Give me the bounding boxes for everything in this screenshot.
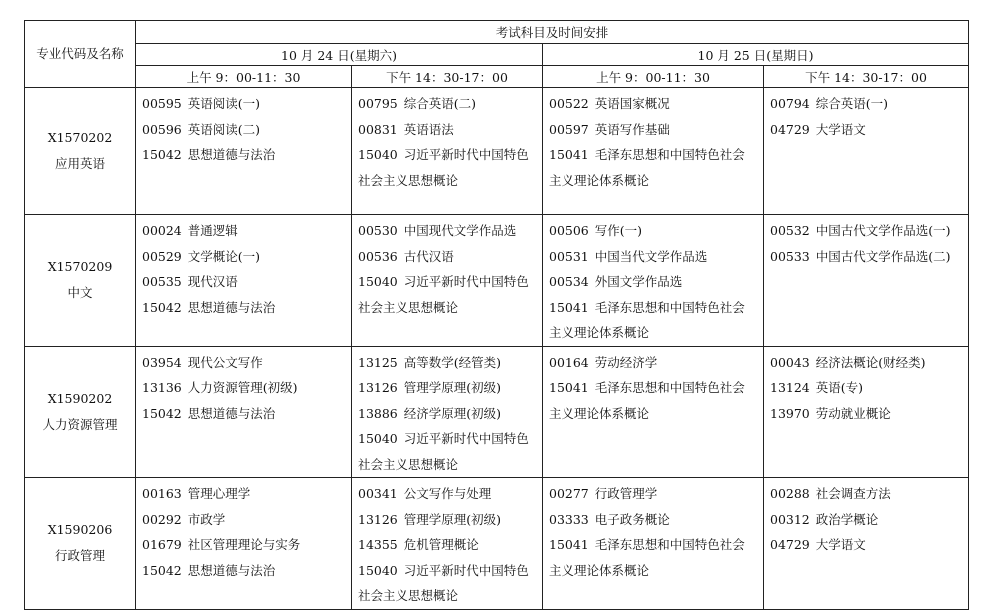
major-name: 中文 <box>67 285 93 301</box>
course-code: 00292 <box>142 511 182 527</box>
course-name: 中国现代文学作品选 <box>403 223 517 238</box>
course-name-continued: 主义理论体系概论 <box>549 325 650 340</box>
major-name: 应用英语 <box>54 156 105 171</box>
course-name-continued: 社会主义思想概论 <box>358 456 459 472</box>
course-code: 14355 <box>358 537 398 552</box>
course-name: 英语(专) <box>815 380 864 395</box>
table-row <box>25 88 969 215</box>
course-code: 00312 <box>770 511 810 527</box>
course-code: 13886 <box>358 405 398 421</box>
course-item <box>142 401 351 427</box>
course-item <box>142 558 351 584</box>
course-cell <box>352 478 543 610</box>
course-name: 外国文学作品选 <box>594 274 683 289</box>
course-item <box>142 507 351 533</box>
course-name: 危机管理概论 <box>403 537 479 552</box>
course-name: 习近平新时代中国特色 <box>403 147 529 162</box>
course-cell <box>352 88 543 215</box>
course-item <box>549 91 763 117</box>
table-row <box>25 215 969 347</box>
course-code: 00534 <box>549 274 589 289</box>
course-code: 00530 <box>358 223 398 238</box>
major-code: X1590202 <box>47 390 113 406</box>
course-name: 行政管理学 <box>594 486 658 501</box>
course-code: 00522 <box>549 96 589 111</box>
course-item <box>358 91 542 117</box>
course-code: 13124 <box>770 380 810 395</box>
major-cell <box>25 88 136 215</box>
course-item <box>142 350 351 376</box>
course-cell <box>543 215 764 347</box>
course-code: 15041 <box>549 147 589 162</box>
course-code: 01679 <box>142 537 182 552</box>
course-item <box>549 117 763 143</box>
course-code: 15040 <box>358 562 398 578</box>
course-code: 15040 <box>358 147 398 162</box>
course-item <box>549 218 763 244</box>
course-name: 中国当代文学作品选 <box>594 248 708 264</box>
course-name-continued: 主义理论体系概论 <box>549 172 650 188</box>
course-item <box>358 481 542 507</box>
course-name: 劳动就业概论 <box>815 405 891 421</box>
course-name: 管理学原理(初级) <box>403 380 502 395</box>
course-code: 00277 <box>549 486 589 501</box>
course-name: 社会调查方法 <box>815 486 891 501</box>
course-item <box>770 244 968 270</box>
course-item <box>142 91 351 117</box>
course-item <box>549 350 763 376</box>
course-item <box>358 401 542 427</box>
course-item <box>358 350 542 376</box>
course-item <box>358 426 542 452</box>
course-item <box>770 401 968 427</box>
course-item <box>358 532 542 558</box>
course-item <box>142 117 351 143</box>
course-code: 00043 <box>770 354 810 370</box>
course-cell <box>352 215 543 347</box>
course-code: 13136 <box>142 380 182 395</box>
course-item <box>770 218 968 244</box>
course-name: 经济学原理(初级) <box>403 405 502 421</box>
course-code: 15040 <box>358 274 398 289</box>
major-cell <box>25 215 136 347</box>
course-name: 大学语文 <box>815 537 866 552</box>
schedule-title-header: 考试科目及时间安排 <box>136 21 969 44</box>
course-code: 15042 <box>142 562 182 578</box>
course-name: 电子政务概论 <box>594 511 670 527</box>
course-code: 13126 <box>358 511 398 527</box>
course-code: 03333 <box>549 511 589 527</box>
course-name: 英语语法 <box>403 121 454 137</box>
course-code: 00024 <box>142 223 182 238</box>
course-item <box>770 507 968 533</box>
course-item <box>770 532 968 558</box>
course-code: 15041 <box>549 537 589 552</box>
course-name: 经济法概论(财经类) <box>815 354 926 370</box>
major-name: 人力资源管理 <box>42 416 118 432</box>
course-code: 00535 <box>142 274 182 289</box>
course-code: 00163 <box>142 486 182 501</box>
course-item <box>142 481 351 507</box>
course-item <box>358 142 542 168</box>
course-name: 习近平新时代中国特色 <box>403 274 529 289</box>
major-code: X1570202 <box>47 130 113 145</box>
slot-header-oct24-pm: 下午 14：30-17：00 <box>352 66 543 88</box>
course-item <box>549 507 763 533</box>
course-item <box>549 295 763 321</box>
course-item <box>549 375 763 401</box>
course-code: 00794 <box>770 96 810 111</box>
course-item <box>770 91 968 117</box>
table-header <box>25 21 969 88</box>
course-name-continued: 主义理论体系概论 <box>549 405 650 421</box>
course-code: 00164 <box>549 354 589 370</box>
course-cell <box>764 215 969 347</box>
course-name: 毛泽东思想和中国特色社会 <box>594 380 745 395</box>
course-item <box>142 375 351 401</box>
course-code: 13125 <box>358 354 398 370</box>
course-cell <box>764 346 969 478</box>
course-name: 习近平新时代中国特色 <box>403 562 529 578</box>
course-name: 英语阅读(二) <box>187 121 261 137</box>
day-header-oct24: 10 月 24 日(星期六) <box>136 44 543 66</box>
major-code: X1590206 <box>47 522 113 538</box>
major-cell <box>25 346 136 478</box>
course-cell <box>543 346 764 478</box>
course-item <box>770 117 968 143</box>
course-item <box>770 350 968 376</box>
course-name: 大学语文 <box>815 121 866 137</box>
course-item <box>142 269 351 295</box>
course-name-continued: 主义理论体系概论 <box>549 562 650 578</box>
course-code: 00531 <box>549 248 589 264</box>
course-item <box>358 375 542 401</box>
course-name: 英语阅读(一) <box>187 96 261 111</box>
course-code: 15042 <box>142 299 182 315</box>
course-code: 00533 <box>770 248 810 264</box>
course-code: 13970 <box>770 405 810 421</box>
course-code: 04729 <box>770 537 810 552</box>
course-code: 15040 <box>358 431 398 446</box>
course-code: 15041 <box>549 380 589 395</box>
course-name: 毛泽东思想和中国特色社会 <box>594 299 745 315</box>
course-code: 00288 <box>770 486 810 501</box>
course-name: 管理学原理(初级) <box>403 511 502 527</box>
course-item <box>358 507 542 533</box>
course-code: 00596 <box>142 121 182 137</box>
course-item <box>142 295 351 321</box>
table-row <box>25 478 969 610</box>
course-code: 13126 <box>358 380 398 395</box>
course-code: 00506 <box>549 223 589 238</box>
table-body <box>25 88 969 610</box>
course-name: 高等数学(经管类) <box>403 354 502 370</box>
course-name: 现代公文写作 <box>187 354 263 370</box>
course-item <box>358 269 542 295</box>
major-column-header: 专业代码及名称 <box>25 21 136 88</box>
course-name: 英语写作基础 <box>594 121 670 137</box>
course-name-continued: 社会主义思想概论 <box>358 299 459 315</box>
course-name: 思想道德与法治 <box>187 562 276 578</box>
slot-header-oct25-pm: 下午 14：30-17：00 <box>764 66 969 88</box>
course-code: 00341 <box>358 486 398 501</box>
course-name: 普通逻辑 <box>187 223 238 238</box>
course-cell <box>136 478 352 610</box>
course-item <box>549 269 763 295</box>
course-code: 15041 <box>549 299 589 315</box>
course-cell <box>543 88 764 215</box>
course-item <box>142 532 351 558</box>
course-item <box>358 218 542 244</box>
course-name: 思想道德与法治 <box>187 299 276 315</box>
exam-schedule-table <box>24 20 969 610</box>
course-name: 劳动经济学 <box>594 354 658 370</box>
course-name: 中国古代文学作品选(一) <box>815 223 951 238</box>
course-cell <box>543 478 764 610</box>
course-cell <box>352 346 543 478</box>
major-code: X1570209 <box>47 259 113 275</box>
major-name: 行政管理 <box>54 548 105 564</box>
course-name: 综合英语(二) <box>403 96 477 111</box>
course-item <box>549 481 763 507</box>
course-code: 00831 <box>358 121 398 137</box>
course-name: 毛泽东思想和中国特色社会 <box>594 537 745 552</box>
course-name-continued: 社会主义思想概论 <box>358 172 459 188</box>
course-item <box>770 481 968 507</box>
course-name: 现代汉语 <box>187 274 238 289</box>
course-code: 00597 <box>549 121 589 137</box>
course-code: 00795 <box>358 96 398 111</box>
course-item <box>549 532 763 558</box>
course-code: 15042 <box>142 147 182 162</box>
course-item <box>358 244 542 270</box>
course-name: 思想道德与法治 <box>187 147 276 162</box>
course-name: 人力资源管理(初级) <box>187 380 298 395</box>
course-name: 管理心理学 <box>187 486 251 501</box>
course-code: 00532 <box>770 223 810 238</box>
course-name: 公文写作与处理 <box>403 486 492 501</box>
slot-header-oct25-am: 上午 9：00-11：30 <box>543 66 764 88</box>
table-row <box>25 346 969 478</box>
course-item <box>142 142 351 168</box>
course-item <box>549 142 763 168</box>
course-name-continued: 社会主义思想概论 <box>358 588 459 603</box>
course-cell <box>136 346 352 478</box>
course-name: 中国古代文学作品选(二) <box>815 248 951 264</box>
course-name: 习近平新时代中国特色 <box>403 431 529 446</box>
course-code: 00595 <box>142 96 182 111</box>
major-cell <box>25 478 136 610</box>
course-name: 英语国家概况 <box>594 96 670 111</box>
course-item <box>142 244 351 270</box>
course-item <box>358 558 542 584</box>
course-cell <box>136 215 352 347</box>
course-name: 古代汉语 <box>403 248 454 264</box>
day-header-oct25: 10 月 25 日(星期日) <box>543 44 969 66</box>
course-item <box>142 218 351 244</box>
slot-header-oct24-am: 上午 9：00-11：30 <box>136 66 352 88</box>
course-item <box>358 117 542 143</box>
course-code: 15042 <box>142 405 182 421</box>
course-name: 社区管理理论与实务 <box>187 537 301 552</box>
course-cell <box>764 478 969 610</box>
course-code: 03954 <box>142 354 182 370</box>
course-cell <box>764 88 969 215</box>
course-name: 思想道德与法治 <box>187 405 276 421</box>
course-name: 市政学 <box>187 511 226 527</box>
course-code: 00536 <box>358 248 398 264</box>
course-name: 综合英语(一) <box>815 96 889 111</box>
course-name: 文学概论(一) <box>187 248 261 264</box>
course-code: 00529 <box>142 248 182 264</box>
course-cell <box>136 88 352 215</box>
course-name: 政治学概论 <box>815 511 879 527</box>
course-code: 04729 <box>770 121 810 137</box>
course-item <box>770 375 968 401</box>
course-name: 写作(一) <box>594 223 643 238</box>
course-item <box>549 244 763 270</box>
course-name: 毛泽东思想和中国特色社会 <box>594 147 745 162</box>
